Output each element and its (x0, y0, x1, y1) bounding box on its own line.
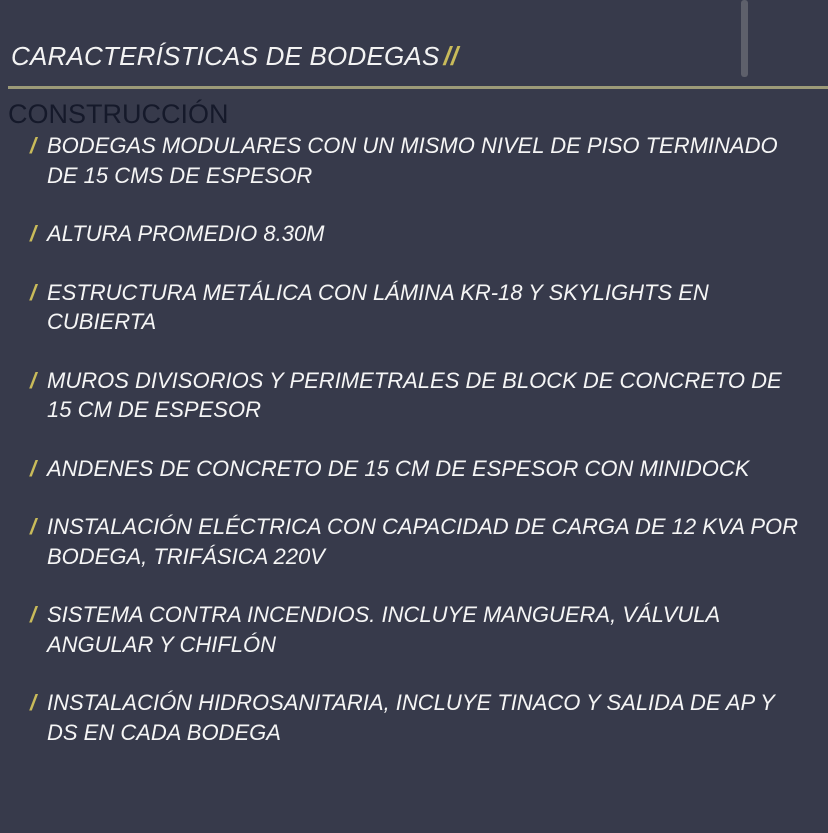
item-text: SISTEMA CONTRA INCENDIOS. INCLUYE MANGUERA, VÁLVULA ANGULAR Y CHIFLÓN (47, 602, 720, 657)
item-text: MUROS DIVISORIOS Y PERIMETRALES DE BLOCK DE CONCRETO DE 15 CM DE ESPESOR (47, 367, 782, 422)
title-text: CARACTERÍSTICAS DE BODEGAS (11, 41, 440, 71)
slash-bullet-icon: / (30, 367, 37, 393)
item-text: ANDENES DE CONCRETO DE 15 CM DE ESPESOR CON MINIDOCK (47, 455, 750, 481)
page-title (11, 41, 458, 72)
list-item (30, 512, 810, 571)
list-item (30, 454, 810, 484)
slash-bullet-icon: / (30, 221, 37, 246)
slash-bullet-icon: / (30, 690, 37, 715)
slash-bullet-icon: / (30, 602, 37, 627)
list-item (30, 600, 810, 659)
slash-bullet-icon: / (30, 133, 37, 158)
list-item (30, 219, 810, 249)
divider (8, 86, 828, 89)
features-list (30, 131, 810, 776)
item-text: INSTALACIÓN ELÉCTRICA CON CAPACIDAD DE CARGA DE 12 KVA POR BODEGA, TRIFÁSICA 220V (47, 514, 799, 569)
section-title: CONSTRUCCIÓN (8, 99, 229, 129)
list-item (30, 278, 810, 337)
item-text: ESTRUCTURA METÁLICA CON LÁMINA KR-18 Y SKYLIGHTS EN CUBIERTA (47, 279, 709, 334)
item-text: BODEGAS MODULARES CON UN MISMO NIVEL DE PISO TERMINADO DE 15 CMS DE ESPESOR (47, 133, 778, 188)
list-item (30, 688, 810, 747)
item-text: INSTALACIÓN HIDROSANITARIA, INCLUYE TINACO Y SALIDA DE AP Y DS EN CADA BODEGA (47, 690, 775, 745)
scrollbar[interactable] (741, 0, 748, 77)
list-item (30, 366, 810, 425)
slash-bullet-icon: / (30, 279, 37, 305)
slash-bullet-icon: / (30, 455, 37, 481)
list-item (30, 131, 810, 190)
title-accent: // (443, 41, 459, 71)
slash-bullet-icon: / (30, 514, 37, 539)
item-text: ALTURA PROMEDIO 8.30M (47, 221, 325, 246)
